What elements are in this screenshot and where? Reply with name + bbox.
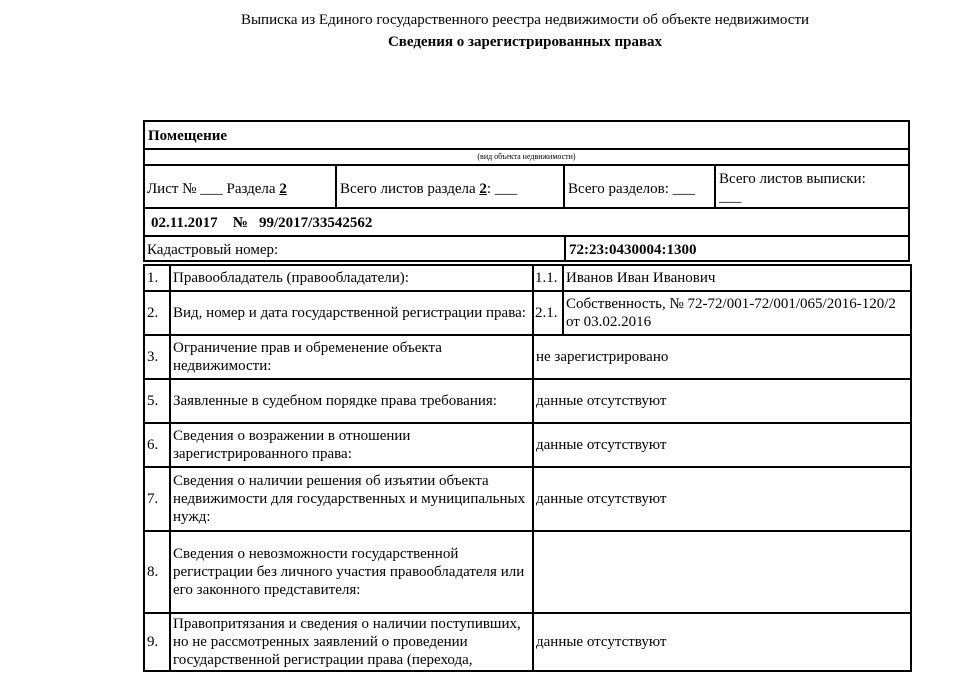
- section-value: 2: [279, 181, 287, 197]
- sheets-in-section-cell: [335, 164, 565, 209]
- cadastral-value-cell: [564, 235, 910, 262]
- row-label: Сведения о наличии решения об изъятии объекта недвижимости для государственных и муниципальных нужд:: [170, 467, 533, 531]
- document-subtitle: Сведения о зарегистрированных правах: [387, 34, 663, 50]
- row-label: Сведения о невозможности государственной регистрации без личного участия правообладателя или его законного представителя:: [170, 531, 533, 613]
- row-label: Правопритязания и сведения о наличии поступивших, но не рассмотренных заявлений о проведении государственной регистрации права (перехода,: [170, 613, 533, 671]
- row-value: данные отсутствуют: [533, 613, 911, 671]
- row-label: Вид, номер и дата государственной регистрации права:: [170, 291, 533, 335]
- total-sections: Всего разделов: ___: [568, 181, 696, 197]
- row-value: Собственность, № 72-72/001-72/001/065/2016-120/2 от 03.02.2016: [563, 291, 911, 335]
- row-label: Заявленные в судебном порядке права требования:: [170, 379, 533, 423]
- document-title: Выписка из Единого государственного реестра недвижимости об объекте недвижимости: [240, 12, 810, 28]
- row-number: 8.: [144, 531, 170, 613]
- row-number: 2.: [144, 291, 170, 335]
- row-value: данные отсутствуют: [533, 467, 911, 531]
- number-sign: №: [232, 215, 248, 231]
- row-value: данные отсутствуют: [533, 423, 911, 467]
- cadastral-number: 72:23:0430004:1300: [569, 242, 697, 258]
- row-number: 5.: [144, 379, 170, 423]
- table-row: [144, 531, 911, 613]
- table-row: [144, 379, 911, 423]
- row-number: 9.: [144, 613, 170, 671]
- object-type-caption: (вид объекта недвижимости): [477, 152, 576, 161]
- total-sections-cell: [563, 164, 716, 209]
- row-value: не зарегистрировано: [533, 335, 911, 379]
- sheet-prefix: Лист № ___ Раздела: [147, 181, 276, 197]
- row-label: Ограничение прав и обременение объекта недвижимости:: [170, 335, 533, 379]
- row-number: 7.: [144, 467, 170, 531]
- row-value: данные отсутствуют: [533, 379, 911, 423]
- table-row: [144, 335, 911, 379]
- table-row: [144, 467, 911, 531]
- row-value: [533, 531, 911, 613]
- total-sheets-cell: [714, 164, 910, 209]
- table-row: [144, 613, 911, 671]
- row-value: Иванов Иван Иванович: [563, 265, 911, 291]
- row-subnumber: 2.1.: [533, 291, 563, 335]
- sheet-section-cell: [143, 164, 337, 209]
- row-number: 6.: [144, 423, 170, 467]
- total-sheets-label: Всего листов выписки:: [719, 171, 866, 187]
- row-number: 3.: [144, 335, 170, 379]
- sheets-in-section-suffix: : ___: [486, 181, 518, 197]
- registration-number: 99/2017/33542562: [259, 215, 373, 231]
- row-label: Правообладатель (правообладатели):: [170, 265, 533, 291]
- object-type: Помещение: [148, 128, 228, 144]
- sheets-in-section-value: 2: [479, 181, 487, 197]
- sheets-in-section-prefix: Всего листов раздела: [340, 181, 476, 197]
- row-label: Сведения о возражении в отношении зарегистрированного права:: [170, 423, 533, 467]
- header-block: [143, 120, 910, 262]
- object-type-cell: [143, 120, 910, 150]
- cadastral-label-cell: [143, 235, 566, 262]
- cadastral-label: Кадастровый номер:: [147, 242, 279, 258]
- rights-table: [143, 264, 912, 672]
- table-row: [144, 423, 911, 467]
- date-number-cell: [143, 207, 910, 237]
- total-sheets-blank: ___: [719, 189, 742, 205]
- row-number: 1.: [144, 265, 170, 291]
- row-subnumber: 1.1.: [533, 265, 563, 291]
- table-row: [144, 265, 911, 291]
- table-row: [144, 291, 911, 335]
- extract-date: 02.11.2017: [151, 215, 218, 231]
